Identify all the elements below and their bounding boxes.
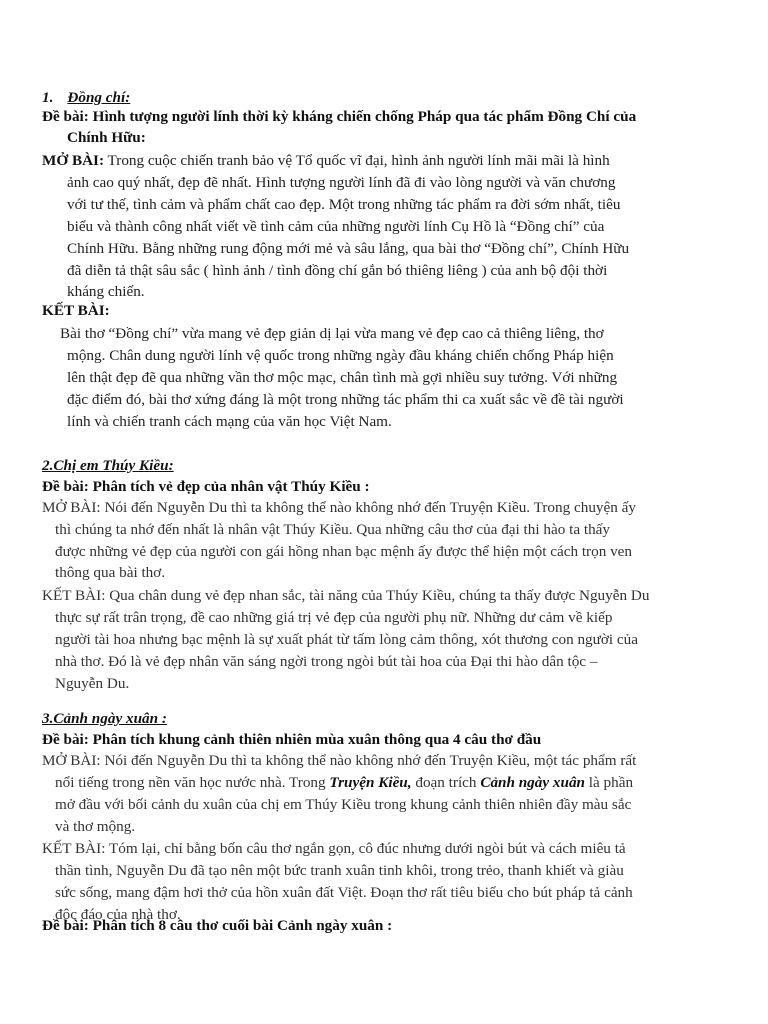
topic-line xyxy=(42,731,541,749)
conclusion-paragraph-line: lính và chiến tranh cách mạng của văn học Việt Nam. xyxy=(67,413,392,430)
excerpt-title-emphasis: Cảnh ngày xuân xyxy=(480,774,585,791)
intro-paragraph-line xyxy=(55,774,633,792)
conclusion-paragraph-line: thần tình, Nguyễn Du đã tạo nên một bức tranh xuân tinh khôi, trong trẻo, thanh khiết và giàu xyxy=(55,862,624,879)
conclusion-paragraph-line: mộng. Chân dung người lính vệ quốc trong những ngày đầu kháng chiến chống Pháp hiện xyxy=(67,347,614,364)
intro-paragraph-line: đã diễn tả thật sâu sắc ( hình ảnh / tình đồng chí gắn bó thiêng liêng ) của anh bộ đội thời xyxy=(67,262,608,279)
intro-label: MỞ BÀI: xyxy=(42,752,101,769)
intro-text: đoạn trích xyxy=(411,774,481,791)
work-title-emphasis: Truyện Kiều, xyxy=(329,774,412,791)
topic-text: Hình tượng người lính thời kỳ kháng chiến chống Pháp qua tác phẩm Đồng Chí của xyxy=(88,108,637,125)
conclusion-label: KẾT BÀI: xyxy=(42,587,106,604)
topic-label: Đề bài: xyxy=(42,731,89,748)
intro-text: Nói đến Nguyễn Du thì ta không thể nào không nhớ đến Truyện Kiều, một tác phẩm rất xyxy=(100,752,637,769)
conclusion-paragraph-line: lên thật đẹp đẽ qua những vần thơ mộc mạc, chân tình mà gợi nhiều suy tưởng. Với những xyxy=(67,369,618,386)
conclusion-paragraph-line: nhà thơ. Đó là vẻ đẹp nhân văn sáng ngời trong ngòi bút tài hoa của Đại thi hào dân tộc – xyxy=(55,653,598,670)
intro-paragraph-line: Chính Hữu. Bằng những rung động mới mẻ và sâu lắng, qua bài thơ “Đồng chí”, Chính Hữu xyxy=(67,240,630,257)
section-heading: 2.Chị em Thúy Kiều: xyxy=(42,457,174,474)
intro-paragraph-line: biểu và thành công nhất viết về tình cảm của những người lính Cụ Hồ là “Đồng chí” của xyxy=(67,218,605,235)
intro-text: Nói đến Nguyễn Du thì ta không thể nào không nhớ đến Truyện Kiều. Trong chuyện ấy xyxy=(100,499,636,516)
conclusion-paragraph-line xyxy=(42,840,626,858)
heading-number: 1. xyxy=(42,89,54,106)
section-heading xyxy=(42,89,130,107)
topic-line-cont: Chính Hữu: xyxy=(67,129,146,146)
conclusion-paragraph-line: đặc điểm đó, bài thơ xứng đáng là một trong những tác phẩm thi ca xuất sắc về đề tài người xyxy=(67,391,624,408)
intro-paragraph-line: thì chúng ta nhớ đến nhất là nhân vật Thúy Kiều. Qua những câu thơ của đại thi hào ta thấy xyxy=(55,521,611,538)
intro-paragraph-line: thông qua bài thơ. xyxy=(55,564,166,581)
conclusion-text: Tóm lại, chỉ bằng bốn câu thơ ngắn gọn, cô đúc nhưng dưới ngòi bút và cách miêu tả xyxy=(105,840,626,857)
topic-line xyxy=(42,108,636,126)
topic-label: Đề bài: xyxy=(42,108,89,125)
section-heading: 3.Cảnh ngày xuân : xyxy=(42,710,167,727)
intro-text: là phần xyxy=(584,774,634,791)
intro-paragraph-line: kháng chiến. xyxy=(67,283,145,300)
conclusion-label: KẾT BÀI: xyxy=(42,840,106,857)
topic-text: Phân tích 8 câu thơ cuối bài Cảnh ngày xuân : xyxy=(88,917,393,934)
conclusion-paragraph-line: Nguyễn Du. xyxy=(55,675,130,692)
conclusion-paragraph-line: người tài hoa nhưng bạc mệnh là sự xuất phát từ tấm lòng cảm thông, xót thương con người của xyxy=(55,631,638,648)
intro-label: MỞ BÀI: xyxy=(42,152,105,169)
conclusion-paragraph-line: Bài thơ “Đồng chí” vừa mang vẻ đẹp giản dị lại vừa mang vẻ đẹp cao cả thiêng liêng, thơ xyxy=(60,325,604,342)
intro-label: MỞ BÀI: xyxy=(42,499,101,516)
intro-text: nổi tiếng trong nền văn học nước nhà. Trong xyxy=(55,774,330,791)
intro-paragraph-line xyxy=(42,499,636,517)
intro-paragraph-line: được những vẻ đẹp của người con gái hồng nhan bạc mệnh ấy được thể hiện một cách trọn ven xyxy=(55,543,633,560)
conclusion-paragraph-line: độc đáo của nhà thơ. xyxy=(55,906,181,923)
conclusion-paragraph-line: thực sự rất trân trọng, đề cao những giá trị vẻ đẹp của người phụ nữ. Những dư cảm về kiếp xyxy=(55,609,613,626)
intro-paragraph-line xyxy=(42,152,610,170)
topic-text: Phân tích khung cảnh thiên nhiên mùa xuân thông qua 4 câu thơ đầu xyxy=(88,731,542,748)
intro-paragraph-line xyxy=(42,752,636,770)
intro-paragraph-line: và thơ mộng. xyxy=(55,818,136,835)
heading-title: Đồng chí: xyxy=(67,89,131,106)
intro-paragraph-line: ảnh cao quý nhất, đẹp đẽ nhất. Hình tượng người lính đã đi vào lòng người và văn chương xyxy=(67,174,616,191)
topic-label: Đề bài: xyxy=(42,478,89,495)
conclusion-label: KẾT BÀI: xyxy=(42,302,110,319)
conclusion-paragraph-line xyxy=(42,587,649,605)
conclusion-paragraph-line: sức sống, mang đậm hơi thở của hồn xuân đất Việt. Đoạn thơ rất tiêu biểu cho bút pháp tả cảnh xyxy=(55,884,633,901)
topic-label: Đề bài: xyxy=(42,917,89,934)
topic-text: Phân tích vẻ đẹp của nhân vật Thúy Kiều : xyxy=(88,478,370,495)
intro-paragraph-line: với tư thế, tình cảm và phẩm chất cao đẹp. Một trong những tác phẩm ra đời sớm nhất, tiêu xyxy=(67,196,621,213)
intro-text: Trong cuộc chiến tranh bảo vệ Tổ quốc vĩ đại, hình ảnh người lính mãi mãi là hình xyxy=(104,152,610,169)
intro-paragraph-line: mở đầu với bối cảnh du xuân của chị em Thúy Kiều trong khung cảnh thiên nhiên đầy màu sắc xyxy=(55,796,632,813)
conclusion-text: Qua chân dung vẻ đẹp nhan sắc, tài năng của Thúy Kiều, chúng ta thấy được Nguyễn Du xyxy=(105,587,650,604)
topic-line xyxy=(42,917,392,935)
topic-line xyxy=(42,478,370,496)
